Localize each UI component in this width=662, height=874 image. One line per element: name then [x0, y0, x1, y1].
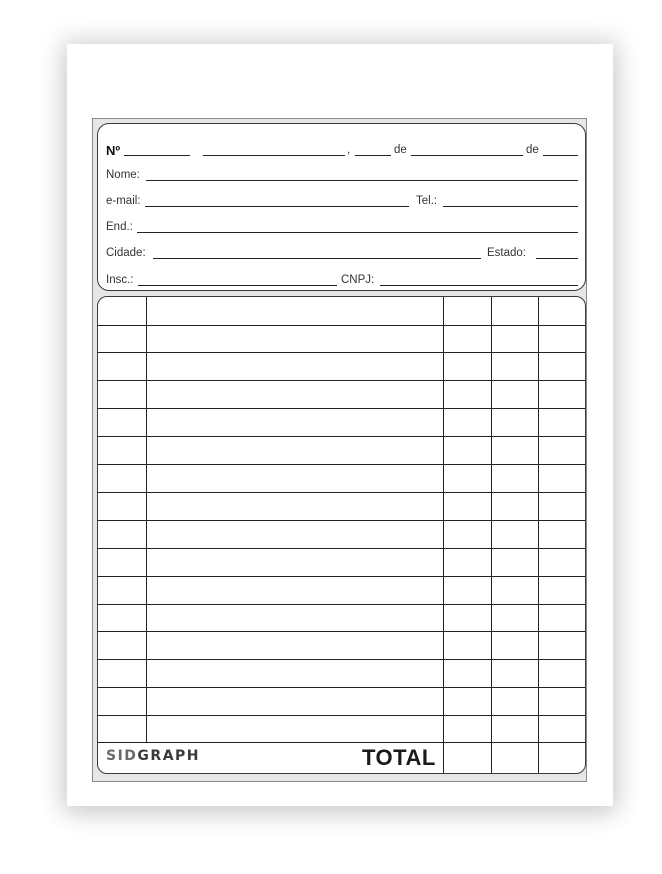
- table-row-line: [98, 464, 586, 465]
- year-field[interactable]: [543, 155, 578, 156]
- customer-info-box: [97, 123, 586, 291]
- nome-field[interactable]: [146, 180, 578, 181]
- date-de-1: de: [394, 144, 407, 156]
- date-de-2: de: [526, 144, 539, 156]
- table-row-line: [98, 604, 586, 605]
- email-label: e-mail:: [106, 195, 141, 207]
- estado-field[interactable]: [536, 258, 578, 259]
- table-row-line: [98, 687, 586, 688]
- estado-label: Estado:: [487, 247, 526, 259]
- table-row-line: [98, 380, 586, 381]
- email-field[interactable]: [145, 206, 409, 207]
- table-row-line: [98, 548, 586, 549]
- tel-field[interactable]: [443, 206, 578, 207]
- cnpj-field[interactable]: [380, 285, 578, 286]
- numero-field[interactable]: [124, 155, 190, 156]
- tel-label: Tel.:: [416, 195, 438, 207]
- table-row-line: [98, 715, 586, 716]
- table-row-line: [98, 492, 586, 493]
- table-row-line: [98, 325, 586, 326]
- table-row-line: [98, 659, 586, 660]
- day-field[interactable]: [355, 155, 391, 156]
- items-table: [97, 296, 586, 774]
- table-row-line: [98, 631, 586, 632]
- nome-label: Nome:: [106, 169, 140, 181]
- insc-field[interactable]: [138, 285, 337, 286]
- table-row-line: [98, 520, 586, 521]
- city-date-field[interactable]: [203, 155, 345, 156]
- numero-label: Nº: [106, 143, 121, 158]
- unit-column-divider: [491, 297, 492, 774]
- cidade-label: Cidade:: [106, 247, 146, 259]
- end-label: End.:: [106, 221, 133, 233]
- table-row-line: [98, 436, 586, 437]
- table-row-line: [98, 352, 586, 353]
- desc-column-divider: [443, 297, 444, 774]
- insc-label: Insc.:: [106, 274, 134, 286]
- total-label: TOTAL: [362, 745, 436, 770]
- total-separator: [98, 742, 586, 743]
- brand-dark: GRAPH: [137, 748, 201, 764]
- price-column-divider: [538, 297, 539, 774]
- brand-light: SID: [106, 748, 138, 764]
- table-row-line: [98, 576, 586, 577]
- cidade-field[interactable]: [153, 258, 481, 259]
- cnpj-label: CNPJ:: [341, 274, 375, 286]
- table-row-line: [98, 408, 586, 409]
- date-comma: ,: [347, 144, 351, 156]
- end-field[interactable]: [137, 232, 578, 233]
- brand-logo: [106, 748, 200, 764]
- month-field[interactable]: [411, 155, 523, 156]
